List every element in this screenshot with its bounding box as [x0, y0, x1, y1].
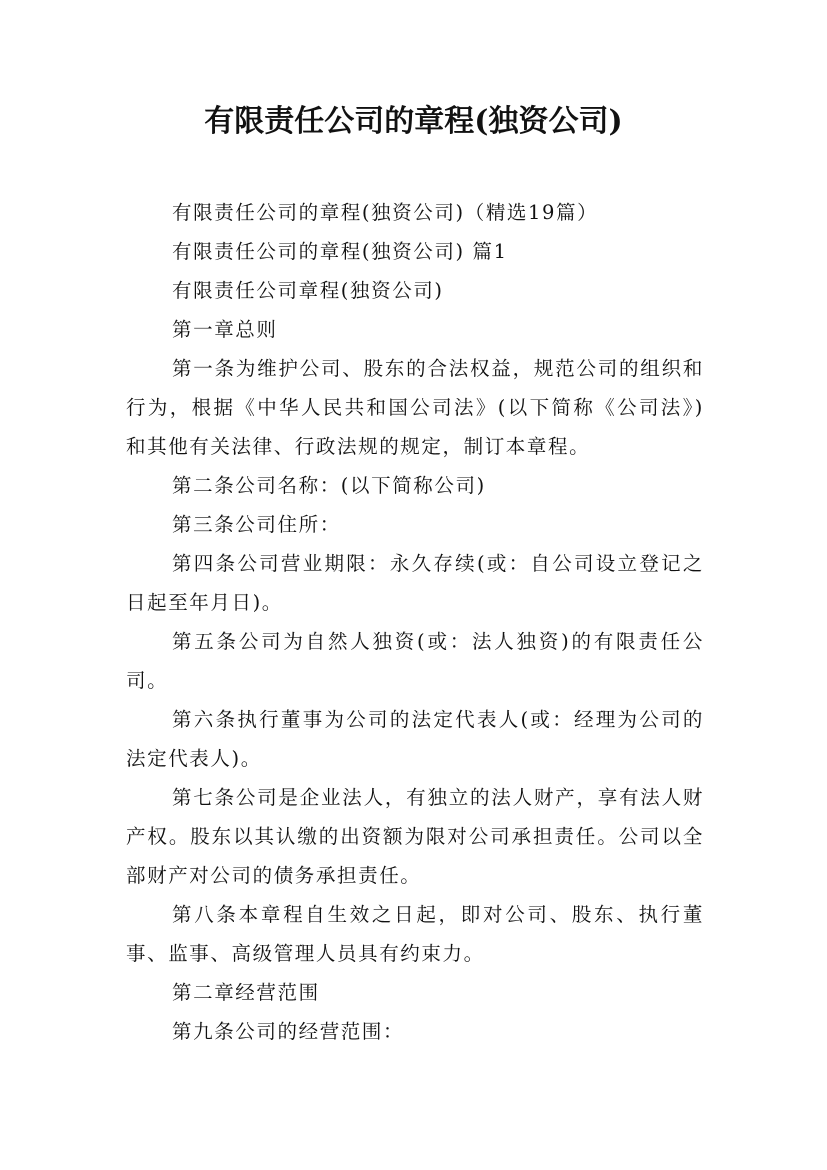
- chapter-heading-business-scope: 第二章经营范围: [172, 981, 320, 1004]
- article-6: 第六条执行董事为公司的法定代表人(或：经理为公司的法定代表人)。: [126, 708, 704, 770]
- article-5: 第五条公司为自然人独资(或：法人独资)的有限责任公司。: [126, 630, 704, 692]
- chapter-heading-general: 第一章总则: [172, 318, 278, 341]
- paragraph-charter-title: 有限责任公司章程(独资公司): [172, 279, 444, 302]
- article-1: 第一条为维护公司、股东的合法权益，规范公司的组织和行为，根据《中华人民共和国公司法》(以下简称《公司法》)和其他有关法律、行政法规的规定，制订本章程。: [126, 357, 704, 458]
- article-4: 第四条公司营业期限：永久存续(或：自公司设立登记之日起至年月日)。: [126, 552, 704, 614]
- article-8: 第八条本章程自生效之日起，即对公司、股东、执行董事、监事、高级管理人员具有约束力。: [126, 903, 704, 965]
- paragraph-article-heading: 有限责任公司的章程(独资公司) 篇1: [172, 240, 508, 263]
- article-9: 第九条公司的经营范围：: [172, 1020, 405, 1043]
- paragraph-selection-note: 有限责任公司的章程(独资公司)（精选19篇）: [172, 201, 599, 224]
- article-7: 第七条公司是企业法人，有独立的法人财产，享有法人财产权。股东以其认缴的出资额为限对公司承担责任。公司以全部财产对公司的债务承担责任。: [126, 786, 704, 887]
- article-3: 第三条公司住所：: [172, 513, 341, 536]
- article-2: 第二条公司名称：(以下简称公司): [172, 474, 486, 497]
- document-title: 有限责任公司的章程(独资公司): [204, 104, 623, 139]
- document-body: [126, 193, 704, 1051]
